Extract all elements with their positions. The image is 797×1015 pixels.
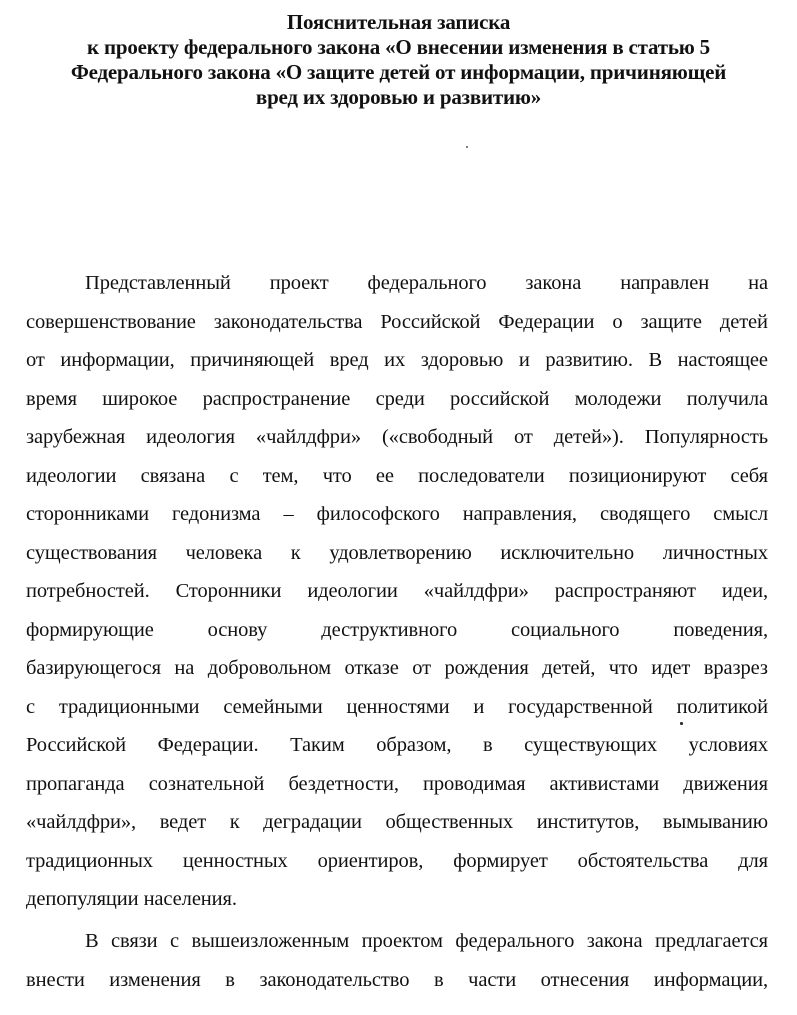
word: совершенствование: [26, 310, 196, 333]
word: Российской: [380, 310, 481, 333]
word: «чайлдфри»: [423, 580, 529, 602]
word: проектом: [361, 930, 443, 952]
word: добровольном: [207, 657, 332, 679]
word: сторонниками: [26, 503, 149, 525]
word: базирующегося: [26, 657, 161, 679]
word: Представленный: [85, 272, 231, 294]
word: «чайлдфри»: [255, 426, 361, 448]
word: идет: [651, 657, 691, 679]
word: идеологии: [26, 464, 117, 487]
word: институтов,: [536, 811, 640, 833]
document-title: [0, 10, 797, 110]
paragraph-line: [26, 422, 768, 461]
word: защите: [640, 310, 702, 333]
word: в: [482, 734, 493, 756]
word: человека: [185, 541, 263, 564]
word: от: [412, 657, 432, 679]
word: деградации: [263, 811, 362, 833]
word: идеологии: [307, 580, 398, 602]
word: молодежи: [574, 387, 662, 410]
word: их: [384, 349, 406, 371]
word: политикой: [676, 695, 768, 718]
word: пропаганда: [26, 772, 125, 795]
word: существующих: [524, 734, 658, 756]
word: на: [174, 657, 195, 679]
word: проводимая: [422, 772, 526, 795]
paragraph-line: [26, 807, 768, 846]
scan-speck: [466, 146, 468, 148]
word: детей: [719, 310, 768, 333]
word: развитию.: [545, 349, 633, 371]
word: от: [514, 426, 533, 448]
word: В: [85, 930, 99, 952]
word: и: [518, 349, 530, 371]
word: к: [229, 811, 240, 833]
word: к: [290, 541, 301, 564]
word: федерального: [455, 930, 575, 952]
paragraph-line: [26, 615, 768, 654]
word: изменения: [109, 968, 201, 991]
word: («свободный: [381, 426, 494, 448]
word: Российской: [26, 734, 127, 756]
word: исключительно: [500, 541, 635, 564]
word: потребностей.: [26, 580, 150, 602]
word: для: [738, 849, 768, 872]
word: ориентиров,: [317, 849, 424, 872]
word: с: [26, 695, 35, 718]
word: существования: [26, 541, 157, 564]
word: обстоятельства: [577, 849, 709, 872]
word: сознательной: [148, 772, 265, 795]
word: зарубежная: [26, 426, 126, 448]
title-line: к проекту федерального закона «О внесении изменения в статью 5: [87, 35, 710, 59]
word: широкое: [102, 387, 178, 410]
word: формирующие: [26, 618, 154, 641]
word: философского: [316, 503, 440, 525]
word: ценностных: [182, 849, 288, 872]
word: настоящее: [677, 349, 768, 371]
paragraph-line: [26, 653, 768, 692]
paragraph-line: [26, 965, 768, 1004]
word: закона: [525, 272, 582, 294]
paragraph-line: [26, 926, 768, 965]
word: внести: [26, 968, 85, 991]
word: и: [473, 695, 485, 718]
word: отнесения: [540, 968, 630, 991]
word: информации,: [60, 349, 175, 371]
word: что: [608, 657, 638, 679]
word: активистами: [549, 772, 660, 795]
word: российской: [450, 387, 550, 410]
word: семейными: [223, 695, 323, 718]
paragraph-line: депопуляции населения.: [26, 888, 237, 910]
word: проект: [269, 272, 329, 294]
word: себя: [730, 464, 768, 487]
word: в: [433, 968, 444, 991]
word: последователи: [418, 464, 545, 487]
paragraph-line: [26, 499, 768, 538]
word: от: [26, 349, 45, 371]
paragraph-line: [26, 268, 768, 307]
word: тем,: [262, 464, 299, 487]
paragraph-line: [26, 692, 768, 731]
paragraph-line: [26, 345, 768, 384]
word: гедонизма: [171, 503, 261, 525]
word: вред: [329, 349, 369, 371]
paragraph-line: [26, 846, 768, 885]
word: поведения,: [673, 618, 768, 641]
word: –: [283, 503, 294, 525]
word: вразрез: [703, 657, 768, 679]
word: направлен: [620, 272, 710, 294]
word: связана: [140, 464, 206, 487]
word: здоровью: [420, 349, 504, 371]
word: Федерации.: [157, 734, 259, 756]
word: части: [468, 968, 517, 991]
word: рождения: [444, 657, 529, 679]
title-line: вред их здоровью и развитию»: [255, 85, 542, 109]
word: детей,: [542, 657, 596, 679]
word: распространение: [202, 387, 351, 410]
word: распространяют: [554, 580, 696, 602]
word: «чайлдфри»,: [26, 811, 137, 833]
paragraph-line: [26, 461, 768, 500]
word: вышеизложенным: [191, 930, 350, 952]
word: ее: [375, 464, 394, 487]
word: традиционных: [26, 849, 153, 872]
word: направления,: [462, 503, 577, 525]
word: с: [170, 930, 180, 952]
word: смысл: [713, 503, 768, 525]
word: общественных: [385, 811, 514, 833]
paragraph-line: [26, 769, 768, 808]
word: вымыванию: [662, 811, 768, 833]
word: движения: [683, 772, 768, 795]
word: идеи,: [721, 580, 768, 602]
paragraph-line: [26, 384, 768, 423]
word: закона: [586, 930, 643, 952]
word: предлагается: [655, 930, 768, 952]
word: удовлетворению: [329, 541, 472, 564]
word: формирует: [453, 849, 548, 872]
word: в: [225, 968, 235, 991]
word: основу: [207, 618, 268, 641]
word: федерального: [367, 272, 487, 294]
title-line: Федерального закона «О защите детей от информации, причиняющей: [70, 60, 727, 84]
word: Таким: [290, 734, 345, 756]
word: позиционируют: [568, 464, 707, 487]
title-line: Пояснительная записка: [286, 10, 511, 34]
word: время: [26, 387, 77, 410]
word: ценностями: [346, 695, 450, 718]
word: традиционными: [58, 695, 200, 718]
body-paragraph: [26, 268, 768, 923]
word: социального: [511, 618, 620, 641]
word: законодательства: [213, 310, 363, 333]
word: идеология: [146, 426, 235, 448]
word: В: [648, 349, 663, 371]
word: получила: [686, 387, 768, 410]
word: детей»).: [553, 426, 624, 448]
paragraph-line: [26, 307, 768, 346]
word: с: [229, 464, 239, 487]
paragraph-line: [26, 730, 768, 769]
word: отказе: [344, 657, 399, 679]
word: среди: [375, 387, 425, 410]
word: личностных: [662, 541, 768, 564]
word: Популярность: [644, 426, 768, 448]
word: законодательство: [259, 968, 410, 991]
word: бездетности,: [288, 772, 399, 795]
word: информации,: [653, 968, 768, 991]
word: Сторонники: [175, 580, 282, 602]
word: на: [748, 272, 768, 294]
body-paragraph: [26, 926, 768, 1003]
word: ведет: [159, 811, 207, 833]
paragraph-line: [26, 538, 768, 577]
word: деструктивного: [321, 618, 458, 641]
word: образом,: [376, 734, 452, 756]
word: государственной: [508, 695, 653, 718]
word: сводящего: [599, 503, 691, 525]
word: что: [322, 464, 352, 487]
word: условиях: [688, 734, 768, 756]
word: о: [612, 310, 623, 333]
paragraph-line: [26, 576, 768, 615]
word: связи: [111, 930, 158, 952]
word: причиняющей: [190, 349, 315, 371]
word: Федерации: [498, 310, 595, 333]
